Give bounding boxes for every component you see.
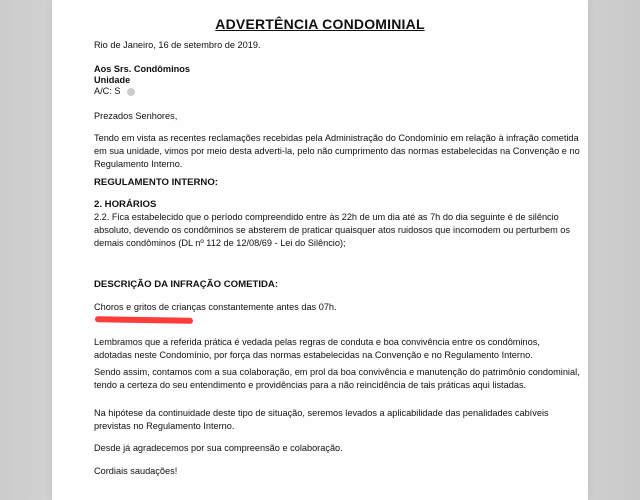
infracao-text: Choros e gritos de crianças constantemente antes das 07h. — [94, 302, 337, 312]
agradecemos-line: Desde já agradecemos por sua compreensão e colaboração. — [94, 443, 343, 453]
document-title: ADVERTÊNCIA CONDOMINIAL — [215, 16, 425, 32]
recipient-line3 — [94, 86, 135, 98]
infracao-heading: DESCRIÇÃO DA INFRAÇÃO COMETIDA: — [94, 279, 279, 290]
recipient-line1-text: Aos Srs. Condôminos — [94, 64, 190, 74]
left-shadow — [0, 0, 52, 500]
redaction-mark — [127, 88, 135, 96]
hipotese-paragraph: Na hipótese da continuidade deste tipo de situação, seremos levados a aplicabilidade das penalidades cabíveis previstas no Regulamento Interno. — [94, 408, 549, 431]
horarios-text: 2.2. Fica estabelecido que o período compreendido entre às 22h de um dia até as 7h do dia seguinte é de silêncio absoluto, devendo os condôminos se absterem de praticar quaisquer atos ruidosos que incomodem ou perturbem os demais condôminos (DL nº 112 de 12/08/69 - Lei do Silêncio); — [94, 212, 570, 248]
lembramos-paragraph: Lembramos que a referida prática é vedada pelas regras de conduta e boa convivência entre os condôminos, adotadas neste Condomínio, por força das normas estabelecidas na Convenção e no Regulamento Interno. — [94, 337, 540, 360]
regulamento-heading: REGULAMENTO INTERNO: — [94, 177, 219, 188]
greeting: Prezados Senhores, — [94, 111, 178, 121]
red-highlight-stroke — [95, 316, 193, 324]
document-page — [52, 0, 588, 500]
recipient-line3-text: A/C: S — [94, 86, 121, 96]
closing-line: Cordiais saudações! — [94, 466, 178, 476]
intro-paragraph: Tendo em vista as recentes reclamações recebidas pela Administração do Condomínio em relação à infração cometida em sua unidade, vimos por meio desta adverti-la, pelo não cumprimento das normas estabelecidas na Convenção e no Regulamento Interno. — [94, 133, 580, 169]
recipient-line2 — [94, 75, 130, 87]
recipient-line2-text: Unidade — [94, 75, 131, 85]
right-shadow — [588, 0, 640, 500]
sendo-assim-paragraph: Sendo assim, contamos com a sua colaboração, em prol da boa convivência e manutenção do patrimônio condominial, tendo a certeza do seu entendimento e providências para a não reincidência de tais práticas aqui listadas. — [94, 367, 580, 390]
horarios-heading: 2. HORÁRIOS — [94, 199, 157, 210]
date-line: Rio de Janeiro, 16 de setembro de 2019. — [94, 40, 261, 50]
recipient-line1 — [94, 64, 190, 76]
